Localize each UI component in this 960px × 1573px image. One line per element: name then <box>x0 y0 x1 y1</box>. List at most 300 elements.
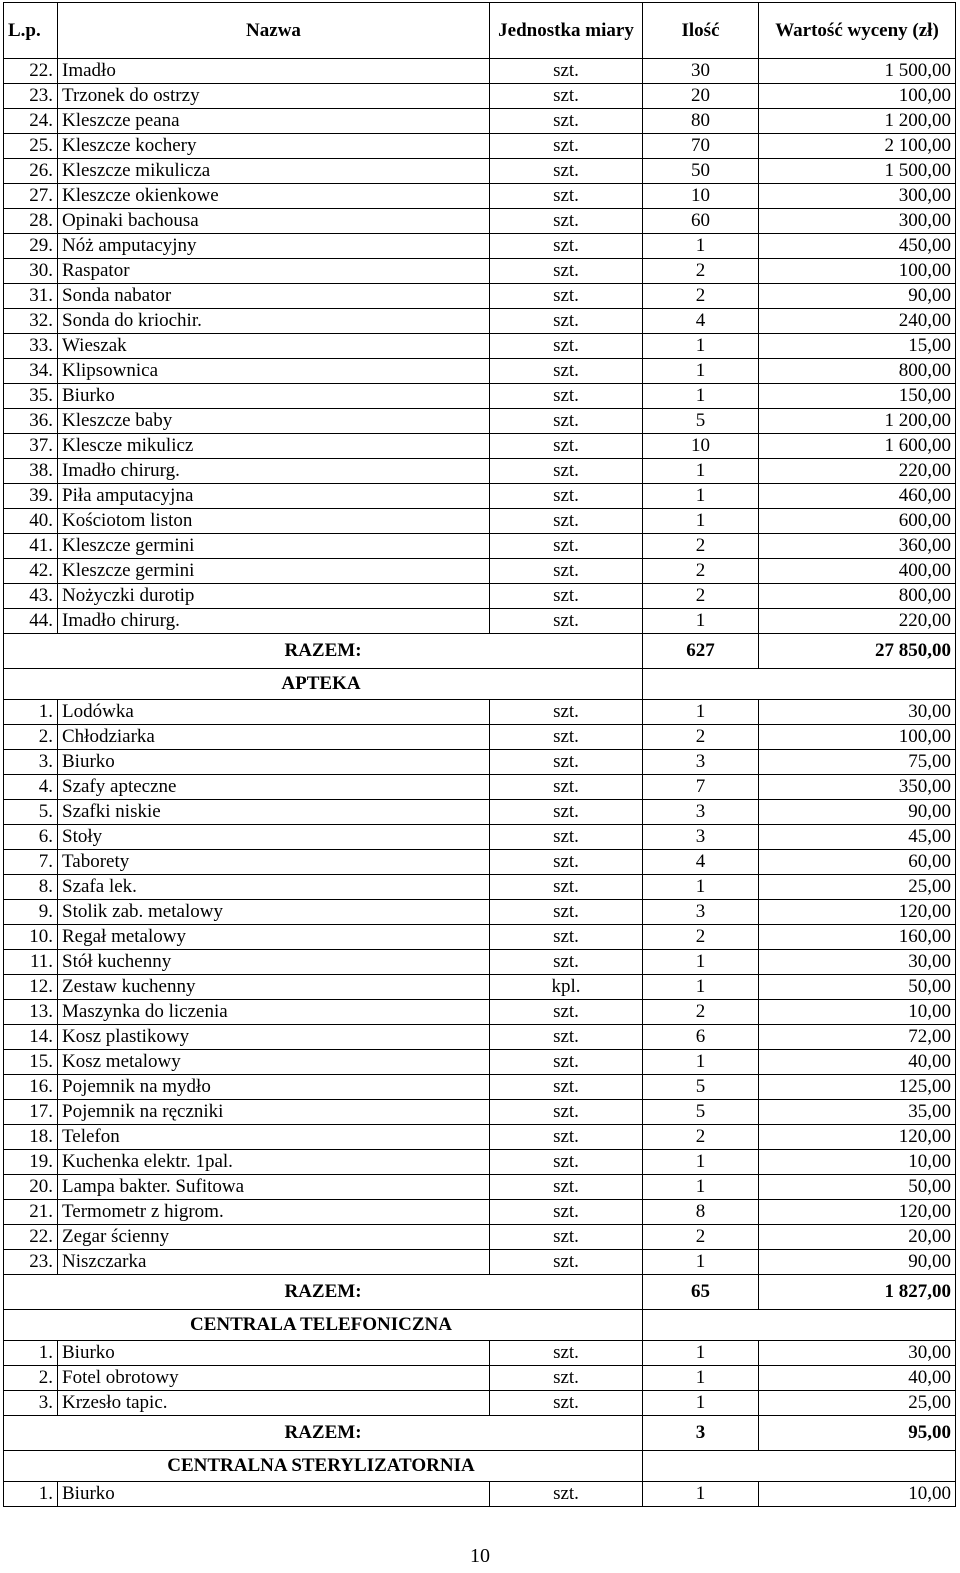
table-row <box>4 1250 956 1275</box>
row-lp: 8. <box>4 875 58 900</box>
row-lp: 5. <box>4 800 58 825</box>
table-row <box>4 234 956 259</box>
row-name: Regał metalowy <box>58 925 490 950</box>
inventory-table <box>3 2 956 1507</box>
row-unit: szt. <box>490 750 643 775</box>
row-unit: szt. <box>490 1391 643 1416</box>
row-qty: 2 <box>643 559 759 584</box>
row-qty: 8 <box>643 1200 759 1225</box>
table-row <box>4 209 956 234</box>
row-name: Pojemnik na ręczniki <box>58 1100 490 1125</box>
row-qty: 5 <box>643 1075 759 1100</box>
row-name: Lampa bakter. Sufitowa <box>58 1175 490 1200</box>
row-unit: szt. <box>490 84 643 109</box>
page-number: 10 <box>470 1545 490 1567</box>
row-value: 72,00 <box>759 1025 956 1050</box>
row-name: Niszczarka <box>58 1250 490 1275</box>
row-value: 220,00 <box>759 459 956 484</box>
row-unit: szt. <box>490 925 643 950</box>
table-row <box>4 1025 956 1050</box>
row-value: 300,00 <box>759 209 956 234</box>
row-qty: 1 <box>643 609 759 634</box>
row-lp: 23. <box>4 84 58 109</box>
table-row <box>4 1341 956 1366</box>
row-lp: 33. <box>4 334 58 359</box>
row-lp: 22. <box>4 59 58 84</box>
row-value: 100,00 <box>759 84 956 109</box>
row-qty: 2 <box>643 1125 759 1150</box>
table-row <box>4 1100 956 1125</box>
row-qty: 1 <box>643 234 759 259</box>
row-value: 350,00 <box>759 775 956 800</box>
row-lp: 34. <box>4 359 58 384</box>
row-qty: 80 <box>643 109 759 134</box>
row-value: 40,00 <box>759 1050 956 1075</box>
row-lp: 12. <box>4 975 58 1000</box>
row-qty: 1 <box>643 1366 759 1391</box>
row-lp: 27. <box>4 184 58 209</box>
table-row <box>4 409 956 434</box>
row-name: Szafy apteczne <box>58 775 490 800</box>
row-lp: 39. <box>4 484 58 509</box>
row-name: Imadło <box>58 59 490 84</box>
row-unit: szt. <box>490 1225 643 1250</box>
table-row <box>4 134 956 159</box>
row-qty: 1 <box>643 1250 759 1275</box>
row-value: 15,00 <box>759 334 956 359</box>
row-lp: 18. <box>4 1125 58 1150</box>
table-row <box>4 1000 956 1025</box>
row-lp: 2. <box>4 725 58 750</box>
row-qty: 1 <box>643 875 759 900</box>
total-label: RAZEM: <box>4 634 643 669</box>
row-unit: szt. <box>490 384 643 409</box>
row-qty: 3 <box>643 825 759 850</box>
row-unit: szt. <box>490 434 643 459</box>
row-value: 1 200,00 <box>759 409 956 434</box>
row-name: Opinaki bachousa <box>58 209 490 234</box>
table-row <box>4 59 956 84</box>
row-name: Kleszcze peana <box>58 109 490 134</box>
total-value: 1 827,00 <box>759 1275 956 1310</box>
row-value: 30,00 <box>759 1341 956 1366</box>
row-value: 30,00 <box>759 700 956 725</box>
table-row <box>4 84 956 109</box>
table-row <box>4 459 956 484</box>
row-qty: 1 <box>643 384 759 409</box>
section-title-row <box>4 669 956 700</box>
row-value: 25,00 <box>759 1391 956 1416</box>
row-name: Kleszcze baby <box>58 409 490 434</box>
row-unit: szt. <box>490 309 643 334</box>
header-lp: L.p. <box>4 3 58 59</box>
row-qty: 2 <box>643 925 759 950</box>
row-lp: 13. <box>4 1000 58 1025</box>
row-unit: szt. <box>490 1125 643 1150</box>
row-qty: 2 <box>643 284 759 309</box>
row-lp: 11. <box>4 950 58 975</box>
table-row <box>4 359 956 384</box>
row-name: Zestaw kuchenny <box>58 975 490 1000</box>
row-name: Telefon <box>58 1125 490 1150</box>
row-lp: 1. <box>4 700 58 725</box>
row-value: 120,00 <box>759 1125 956 1150</box>
row-name: Kosz plastikowy <box>58 1025 490 1050</box>
row-qty: 6 <box>643 1025 759 1050</box>
row-name: Stół kuchenny <box>58 950 490 975</box>
row-value: 10,00 <box>759 1000 956 1025</box>
row-value: 150,00 <box>759 384 956 409</box>
section-title-row <box>4 1310 956 1341</box>
row-value: 120,00 <box>759 900 956 925</box>
row-lp: 14. <box>4 1025 58 1050</box>
row-name: Szafki niskie <box>58 800 490 825</box>
row-unit: szt. <box>490 1250 643 1275</box>
row-name: Maszynka do liczenia <box>58 1000 490 1025</box>
row-value: 50,00 <box>759 1175 956 1200</box>
row-name: Kleszcze kochery <box>58 134 490 159</box>
row-value: 90,00 <box>759 1250 956 1275</box>
table-row <box>4 800 956 825</box>
row-lp: 41. <box>4 534 58 559</box>
row-unit: szt. <box>490 59 643 84</box>
total-row <box>4 634 956 669</box>
row-name: Stolik zab. metalowy <box>58 900 490 925</box>
row-lp: 36. <box>4 409 58 434</box>
row-qty: 7 <box>643 775 759 800</box>
row-value: 360,00 <box>759 534 956 559</box>
row-unit: szt. <box>490 209 643 234</box>
row-qty: 1 <box>643 1482 759 1507</box>
row-name: Biurko <box>58 1482 490 1507</box>
row-value: 800,00 <box>759 584 956 609</box>
table-row <box>4 534 956 559</box>
table-row <box>4 609 956 634</box>
table-row <box>4 1075 956 1100</box>
row-qty: 3 <box>643 750 759 775</box>
total-label: RAZEM: <box>4 1275 643 1310</box>
row-value: 50,00 <box>759 975 956 1000</box>
section-title-filler <box>643 1451 956 1482</box>
row-qty: 1 <box>643 459 759 484</box>
row-lp: 29. <box>4 234 58 259</box>
row-name: Imadło chirurg. <box>58 459 490 484</box>
table-row <box>4 184 956 209</box>
table-row <box>4 1200 956 1225</box>
row-value: 90,00 <box>759 800 956 825</box>
table-body <box>4 59 956 1507</box>
row-unit: szt. <box>490 1200 643 1225</box>
row-lp: 32. <box>4 309 58 334</box>
table-row <box>4 900 956 925</box>
row-qty: 20 <box>643 84 759 109</box>
row-value: 400,00 <box>759 559 956 584</box>
row-name: Biurko <box>58 1341 490 1366</box>
table-row <box>4 925 956 950</box>
row-name: Sonda nabator <box>58 284 490 309</box>
total-label: RAZEM: <box>4 1416 643 1451</box>
table-header-row <box>4 3 956 59</box>
row-qty: 4 <box>643 309 759 334</box>
row-qty: 50 <box>643 159 759 184</box>
table-row <box>4 1050 956 1075</box>
row-lp: 30. <box>4 259 58 284</box>
row-qty: 3 <box>643 800 759 825</box>
row-value: 45,00 <box>759 825 956 850</box>
row-name: Kosz metalowy <box>58 1050 490 1075</box>
row-qty: 1 <box>643 334 759 359</box>
row-lp: 24. <box>4 109 58 134</box>
row-value: 10,00 <box>759 1150 956 1175</box>
table-row <box>4 559 956 584</box>
row-qty: 3 <box>643 900 759 925</box>
row-lp: 26. <box>4 159 58 184</box>
row-unit: szt. <box>490 950 643 975</box>
row-lp: 16. <box>4 1075 58 1100</box>
total-qty: 627 <box>643 634 759 669</box>
row-name: Szafa lek. <box>58 875 490 900</box>
row-qty: 1 <box>643 1391 759 1416</box>
row-qty: 2 <box>643 1000 759 1025</box>
row-name: Nożyczki durotip <box>58 584 490 609</box>
row-qty: 10 <box>643 434 759 459</box>
table-row <box>4 384 956 409</box>
row-unit: szt. <box>490 509 643 534</box>
row-lp: 43. <box>4 584 58 609</box>
row-qty: 1 <box>643 700 759 725</box>
row-lp: 19. <box>4 1150 58 1175</box>
row-lp: 15. <box>4 1050 58 1075</box>
row-unit: kpl. <box>490 975 643 1000</box>
table-row <box>4 700 956 725</box>
row-qty: 1 <box>643 1050 759 1075</box>
row-unit: szt. <box>490 109 643 134</box>
row-unit: szt. <box>490 900 643 925</box>
table-row <box>4 775 956 800</box>
row-value: 240,00 <box>759 309 956 334</box>
row-lp: 42. <box>4 559 58 584</box>
row-unit: szt. <box>490 825 643 850</box>
header-name: Nazwa <box>58 3 490 59</box>
row-qty: 1 <box>643 509 759 534</box>
row-unit: szt. <box>490 1482 643 1507</box>
row-name: Lodówka <box>58 700 490 725</box>
row-unit: szt. <box>490 875 643 900</box>
row-unit: szt. <box>490 700 643 725</box>
table-row <box>4 1391 956 1416</box>
table-row <box>4 1482 956 1507</box>
row-lp: 1. <box>4 1482 58 1507</box>
row-value: 1 500,00 <box>759 59 956 84</box>
table-row <box>4 875 956 900</box>
row-unit: szt. <box>490 359 643 384</box>
row-unit: szt. <box>490 1366 643 1391</box>
row-name: Klescze mikulicz <box>58 434 490 459</box>
row-qty: 2 <box>643 1225 759 1250</box>
row-value: 160,00 <box>759 925 956 950</box>
row-unit: szt. <box>490 534 643 559</box>
row-name: Chłodziarka <box>58 725 490 750</box>
total-value: 95,00 <box>759 1416 956 1451</box>
row-unit: szt. <box>490 1150 643 1175</box>
row-unit: szt. <box>490 725 643 750</box>
row-lp: 2. <box>4 1366 58 1391</box>
row-value: 25,00 <box>759 875 956 900</box>
section-title: CENTRALA TELEFONICZNA <box>4 1310 643 1341</box>
row-value: 100,00 <box>759 259 956 284</box>
row-name: Piła amputacyjna <box>58 484 490 509</box>
row-unit: szt. <box>490 1175 643 1200</box>
total-qty: 65 <box>643 1275 759 1310</box>
row-qty: 2 <box>643 725 759 750</box>
row-lp: 9. <box>4 900 58 925</box>
table-row <box>4 284 956 309</box>
row-lp: 1. <box>4 1341 58 1366</box>
table-row <box>4 484 956 509</box>
row-name: Biurko <box>58 384 490 409</box>
row-qty: 70 <box>643 134 759 159</box>
row-qty: 4 <box>643 850 759 875</box>
row-qty: 2 <box>643 584 759 609</box>
row-qty: 60 <box>643 209 759 234</box>
row-unit: szt. <box>490 159 643 184</box>
row-qty: 10 <box>643 184 759 209</box>
row-value: 1 600,00 <box>759 434 956 459</box>
row-lp: 3. <box>4 750 58 775</box>
row-unit: szt. <box>490 800 643 825</box>
row-value: 600,00 <box>759 509 956 534</box>
table-row <box>4 259 956 284</box>
table-row <box>4 1366 956 1391</box>
row-lp: 25. <box>4 134 58 159</box>
table-row <box>4 1150 956 1175</box>
row-lp: 38. <box>4 459 58 484</box>
row-lp: 7. <box>4 850 58 875</box>
row-name: Sonda do kriochir. <box>58 309 490 334</box>
table-row <box>4 109 956 134</box>
row-unit: szt. <box>490 409 643 434</box>
row-lp: 35. <box>4 384 58 409</box>
total-qty: 3 <box>643 1416 759 1451</box>
row-lp: 20. <box>4 1175 58 1200</box>
total-row <box>4 1275 956 1310</box>
row-qty: 5 <box>643 409 759 434</box>
row-name: Kleszcze mikulicza <box>58 159 490 184</box>
row-lp: 44. <box>4 609 58 634</box>
row-unit: szt. <box>490 1341 643 1366</box>
row-qty: 1 <box>643 1341 759 1366</box>
row-name: Kleszcze germini <box>58 559 490 584</box>
row-unit: szt. <box>490 484 643 509</box>
row-value: 10,00 <box>759 1482 956 1507</box>
row-lp: 23. <box>4 1250 58 1275</box>
row-value: 2 100,00 <box>759 134 956 159</box>
header-value: Wartość wyceny (zł) <box>759 3 956 59</box>
row-qty: 30 <box>643 59 759 84</box>
row-name: Fotel obrotowy <box>58 1366 490 1391</box>
row-name: Kościotom liston <box>58 509 490 534</box>
row-value: 30,00 <box>759 950 956 975</box>
row-name: Raspator <box>58 259 490 284</box>
row-name: Stoły <box>58 825 490 850</box>
row-unit: szt. <box>490 1100 643 1125</box>
table-row <box>4 975 956 1000</box>
row-unit: szt. <box>490 1000 643 1025</box>
table-row <box>4 159 956 184</box>
total-row <box>4 1416 956 1451</box>
section-title: CENTRALNA STERYLIZATORNIA <box>4 1451 643 1482</box>
row-name: Kleszcze okienkowe <box>58 184 490 209</box>
row-name: Krzesło tapic. <box>58 1391 490 1416</box>
row-lp: 6. <box>4 825 58 850</box>
row-value: 40,00 <box>759 1366 956 1391</box>
row-unit: szt. <box>490 584 643 609</box>
row-qty: 1 <box>643 950 759 975</box>
row-value: 450,00 <box>759 234 956 259</box>
section-title: APTEKA <box>4 669 643 700</box>
row-unit: szt. <box>490 1075 643 1100</box>
row-name: Nóż amputacyjny <box>58 234 490 259</box>
row-qty: 2 <box>643 534 759 559</box>
row-lp: 40. <box>4 509 58 534</box>
row-value: 35,00 <box>759 1100 956 1125</box>
row-qty: 1 <box>643 484 759 509</box>
row-name: Imadło chirurg. <box>58 609 490 634</box>
row-lp: 10. <box>4 925 58 950</box>
row-qty: 1 <box>643 975 759 1000</box>
row-unit: szt. <box>490 459 643 484</box>
section-title-row <box>4 1451 956 1482</box>
table-row <box>4 509 956 534</box>
row-name: Klipsownica <box>58 359 490 384</box>
row-qty: 2 <box>643 259 759 284</box>
header-unit: Jednostka miary <box>490 3 643 59</box>
row-qty: 1 <box>643 1175 759 1200</box>
row-value: 20,00 <box>759 1225 956 1250</box>
row-unit: szt. <box>490 775 643 800</box>
row-unit: szt. <box>490 1050 643 1075</box>
table-row <box>4 584 956 609</box>
table-row <box>4 1225 956 1250</box>
row-value: 1 500,00 <box>759 159 956 184</box>
header-qty: Ilość <box>643 3 759 59</box>
table-row <box>4 309 956 334</box>
row-value: 300,00 <box>759 184 956 209</box>
table-row <box>4 750 956 775</box>
row-qty: 1 <box>643 359 759 384</box>
row-lp: 21. <box>4 1200 58 1225</box>
row-value: 460,00 <box>759 484 956 509</box>
row-value: 125,00 <box>759 1075 956 1100</box>
row-unit: szt. <box>490 1025 643 1050</box>
row-unit: szt. <box>490 559 643 584</box>
row-unit: szt. <box>490 259 643 284</box>
table-row <box>4 434 956 459</box>
row-lp: 4. <box>4 775 58 800</box>
table-row <box>4 334 956 359</box>
row-unit: szt. <box>490 284 643 309</box>
row-value: 75,00 <box>759 750 956 775</box>
table-row <box>4 725 956 750</box>
row-value: 220,00 <box>759 609 956 634</box>
table-row <box>4 950 956 975</box>
row-value: 100,00 <box>759 725 956 750</box>
row-unit: szt. <box>490 334 643 359</box>
section-title-filler <box>643 669 956 700</box>
row-unit: szt. <box>490 609 643 634</box>
row-unit: szt. <box>490 134 643 159</box>
row-name: Zegar ścienny <box>58 1225 490 1250</box>
